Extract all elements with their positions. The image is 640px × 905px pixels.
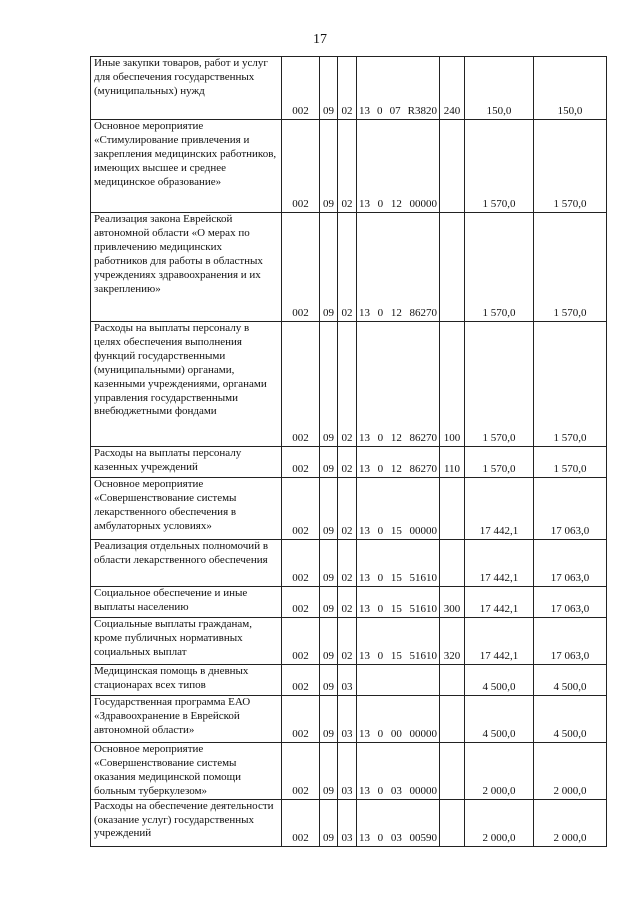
amount-year-2: 17 063,0 [534,540,607,587]
target-article-parts [358,785,438,799]
target-article-parts [358,832,438,846]
ministry-code: 002 [282,696,320,743]
amount-year-2: 2 000,0 [534,743,607,800]
target-article-part: 00 [390,728,402,741]
amount-year-2: 1 570,0 [534,447,607,478]
table-row [91,478,607,540]
row-name: Основное мероприятие «Стимулирование привлечения и закрепления медицинских работников, имеющих высшее и среднее медицинское образование» [91,120,282,213]
target-article-part: 0 [377,525,384,538]
table-row [91,665,607,696]
amount-year-1: 1 570,0 [465,322,534,447]
target-article-part: 13 [359,784,370,797]
section-code: 09 [320,618,338,665]
row-name: Расходы на выплаты персоналу в целях обеспечения выполнения функций государственными (муниципальными) органами, казенными учреждениями, органами управления государственными внебюджетными фондами [91,322,282,447]
amount-year-1: 150,0 [465,57,534,120]
subsection-code: 03 [338,799,357,846]
row-name: Расходы на обеспечение деятельности (оказание услуг) государственных учреждений [91,799,282,846]
row-name: Социальное обеспечение и иные выплаты населению [91,587,282,618]
table-row [91,587,607,618]
amount-year-2: 4 500,0 [534,665,607,696]
row-name: Основное мероприятие «Совершенствование системы оказания медицинской помощи больным туберкулезом» [91,743,282,800]
amount-year-1: 17 442,1 [465,618,534,665]
target-article-part: 0 [377,831,384,844]
amount-year-1: 1 570,0 [465,120,534,213]
target-article-part: 13 [359,831,370,844]
row-name: Расходы на выплаты персоналу казенных учреждений [91,447,282,478]
amount-year-1: 4 500,0 [465,696,534,743]
section-code: 09 [320,120,338,213]
section-code: 09 [320,587,338,618]
amount-year-2: 17 063,0 [534,587,607,618]
section-code: 09 [320,57,338,120]
expense-type-code: 300 [440,587,465,618]
ministry-code: 002 [282,120,320,213]
section-code: 09 [320,322,338,447]
target-article-part: 13 [359,572,370,585]
section-code: 09 [320,540,338,587]
ministry-code: 002 [282,665,320,696]
target-article-part: 0 [377,105,383,118]
target-article-part: 12 [390,198,402,211]
target-article-part: 13 [359,603,370,616]
expense-type-code [440,213,465,322]
target-article-part: 0 [377,432,384,445]
ministry-code: 002 [282,478,320,540]
target-article-part: 12 [390,307,402,320]
row-name: Медицинская помощь в дневных стационарах всех типов [91,665,282,696]
target-article-part: 13 [359,198,370,211]
target-article-code [357,587,440,618]
section-code: 09 [320,478,338,540]
amount-year-1: 17 442,1 [465,540,534,587]
amount-year-2: 17 063,0 [534,618,607,665]
amount-year-1: 2 000,0 [465,743,534,800]
expense-type-code: 110 [440,447,465,478]
target-article-code [357,743,440,800]
amount-year-2: 17 063,0 [534,478,607,540]
target-article-part: 13 [359,650,370,663]
target-article-part: 51610 [409,650,437,663]
target-article-part: 13 [359,525,370,538]
table-row [91,213,607,322]
target-article-part: 00590 [409,831,437,844]
target-article-code [357,322,440,447]
expense-type-code [440,665,465,696]
table-row [91,696,607,743]
subsection-code: 02 [338,447,357,478]
ministry-code: 002 [282,618,320,665]
target-article-part: 13 [359,105,370,118]
ministry-code: 002 [282,57,320,120]
target-article-parts [358,603,438,617]
subsection-code: 02 [338,322,357,447]
target-article-code [357,478,440,540]
table-row [91,57,607,120]
table-row [91,743,607,800]
target-article-code [357,213,440,322]
ministry-code: 002 [282,799,320,846]
table-row [91,799,607,846]
row-name: Реализация закона Еврейской автономной области «О мерах по привлечению медицинских работников для работы в областных учреждениях здравоохранения и их закреплению» [91,213,282,322]
target-article-part: 0 [377,463,384,476]
subsection-code: 02 [338,540,357,587]
budget-table [90,56,607,847]
subsection-code: 02 [338,478,357,540]
ministry-code: 002 [282,540,320,587]
target-article-code [357,618,440,665]
expense-type-code: 320 [440,618,465,665]
section-code: 09 [320,213,338,322]
section-code: 09 [320,447,338,478]
expense-type-code [440,478,465,540]
target-article-parts [358,307,438,321]
target-article-parts [358,105,438,119]
amount-year-2: 1 570,0 [534,120,607,213]
row-name: Государственная программа ЕАО «Здравоохранение в Еврейской автономной области» [91,696,282,743]
amount-year-2: 1 570,0 [534,213,607,322]
target-article-parts [358,650,438,664]
target-article-part: 00000 [409,728,437,741]
section-code: 09 [320,743,338,800]
target-article-parts [358,432,438,446]
target-article-code [357,696,440,743]
target-article-code [357,799,440,846]
target-article-parts [358,572,438,586]
table-row [91,120,607,213]
target-article-code [357,540,440,587]
expense-type-code [440,799,465,846]
target-article-part: 15 [390,525,402,538]
target-article-code [357,57,440,120]
target-article-part: 03 [390,784,402,797]
row-name: Основное мероприятие «Совершенствование системы лекарственного обеспечения в амбулаторных условиях» [91,478,282,540]
section-code: 09 [320,696,338,743]
budget-table-body [91,57,607,847]
target-article-part: 00000 [409,525,437,538]
expense-type-code [440,540,465,587]
ministry-code: 002 [282,447,320,478]
target-article-part: 07 [389,105,401,118]
expense-type-code [440,120,465,213]
target-article-part: 0 [377,198,384,211]
target-article-part: 86270 [409,463,437,476]
target-article-part: 0 [377,572,384,585]
target-article-part: 13 [359,307,370,320]
table-row [91,540,607,587]
expense-type-code: 100 [440,322,465,447]
amount-year-1: 17 442,1 [465,478,534,540]
target-article-part: 13 [359,728,370,741]
amount-year-2: 2 000,0 [534,799,607,846]
ministry-code: 002 [282,322,320,447]
target-article-part: 0 [377,603,384,616]
section-code: 09 [320,665,338,696]
amount-year-1: 1 570,0 [465,213,534,322]
target-article-part: 51610 [409,572,437,585]
subsection-code: 02 [338,120,357,213]
subsection-code: 03 [338,696,357,743]
target-article-part: 15 [390,572,402,585]
subsection-code: 02 [338,618,357,665]
page-number: 17 [313,32,327,47]
target-article-code [357,447,440,478]
target-article-part: 15 [390,650,402,663]
expense-type-code [440,696,465,743]
target-article-parts [358,728,438,742]
row-name: Иные закупки товаров, работ и услуг для обеспечения государственных (муниципальных) нужд [91,57,282,120]
ministry-code: 002 [282,587,320,618]
target-article-parts [358,198,438,212]
target-article-part: 86270 [409,432,437,445]
target-article-part: 13 [359,432,370,445]
target-article-part: R3820 [407,105,437,118]
ministry-code: 002 [282,213,320,322]
target-article-code [357,665,440,696]
target-article-part: 0 [377,784,384,797]
target-article-part: 00000 [409,784,437,797]
amount-year-1: 4 500,0 [465,665,534,696]
row-name: Реализация отдельных полномочий в области лекарственного обеспечения [91,540,282,587]
subsection-code: 03 [338,743,357,800]
row-name: Социальные выплаты гражданам, кроме публичных нормативных социальных выплат [91,618,282,665]
subsection-code: 02 [338,587,357,618]
target-article-part: 0 [377,728,384,741]
table-row [91,447,607,478]
target-article-part: 51610 [409,603,437,616]
target-article-code [357,120,440,213]
target-article-part: 13 [359,463,370,476]
target-article-part: 15 [390,603,402,616]
target-article-parts [358,525,438,539]
subsection-code: 03 [338,665,357,696]
amount-year-1: 2 000,0 [465,799,534,846]
target-article-part: 0 [377,307,384,320]
amount-year-2: 1 570,0 [534,322,607,447]
target-article-part: 12 [390,432,402,445]
section-code: 09 [320,799,338,846]
target-article-part: 12 [390,463,402,476]
amount-year-1: 17 442,1 [465,587,534,618]
amount-year-1: 1 570,0 [465,447,534,478]
subsection-code: 02 [338,57,357,120]
amount-year-2: 150,0 [534,57,607,120]
target-article-part: 03 [390,831,402,844]
table-row [91,618,607,665]
ministry-code: 002 [282,743,320,800]
target-article-parts [358,463,438,477]
target-article-part: 0 [377,650,384,663]
expense-type-code: 240 [440,57,465,120]
expense-type-code [440,743,465,800]
table-row [91,322,607,447]
amount-year-2: 4 500,0 [534,696,607,743]
target-article-part: 00000 [409,198,437,211]
target-article-part: 86270 [409,307,437,320]
subsection-code: 02 [338,213,357,322]
